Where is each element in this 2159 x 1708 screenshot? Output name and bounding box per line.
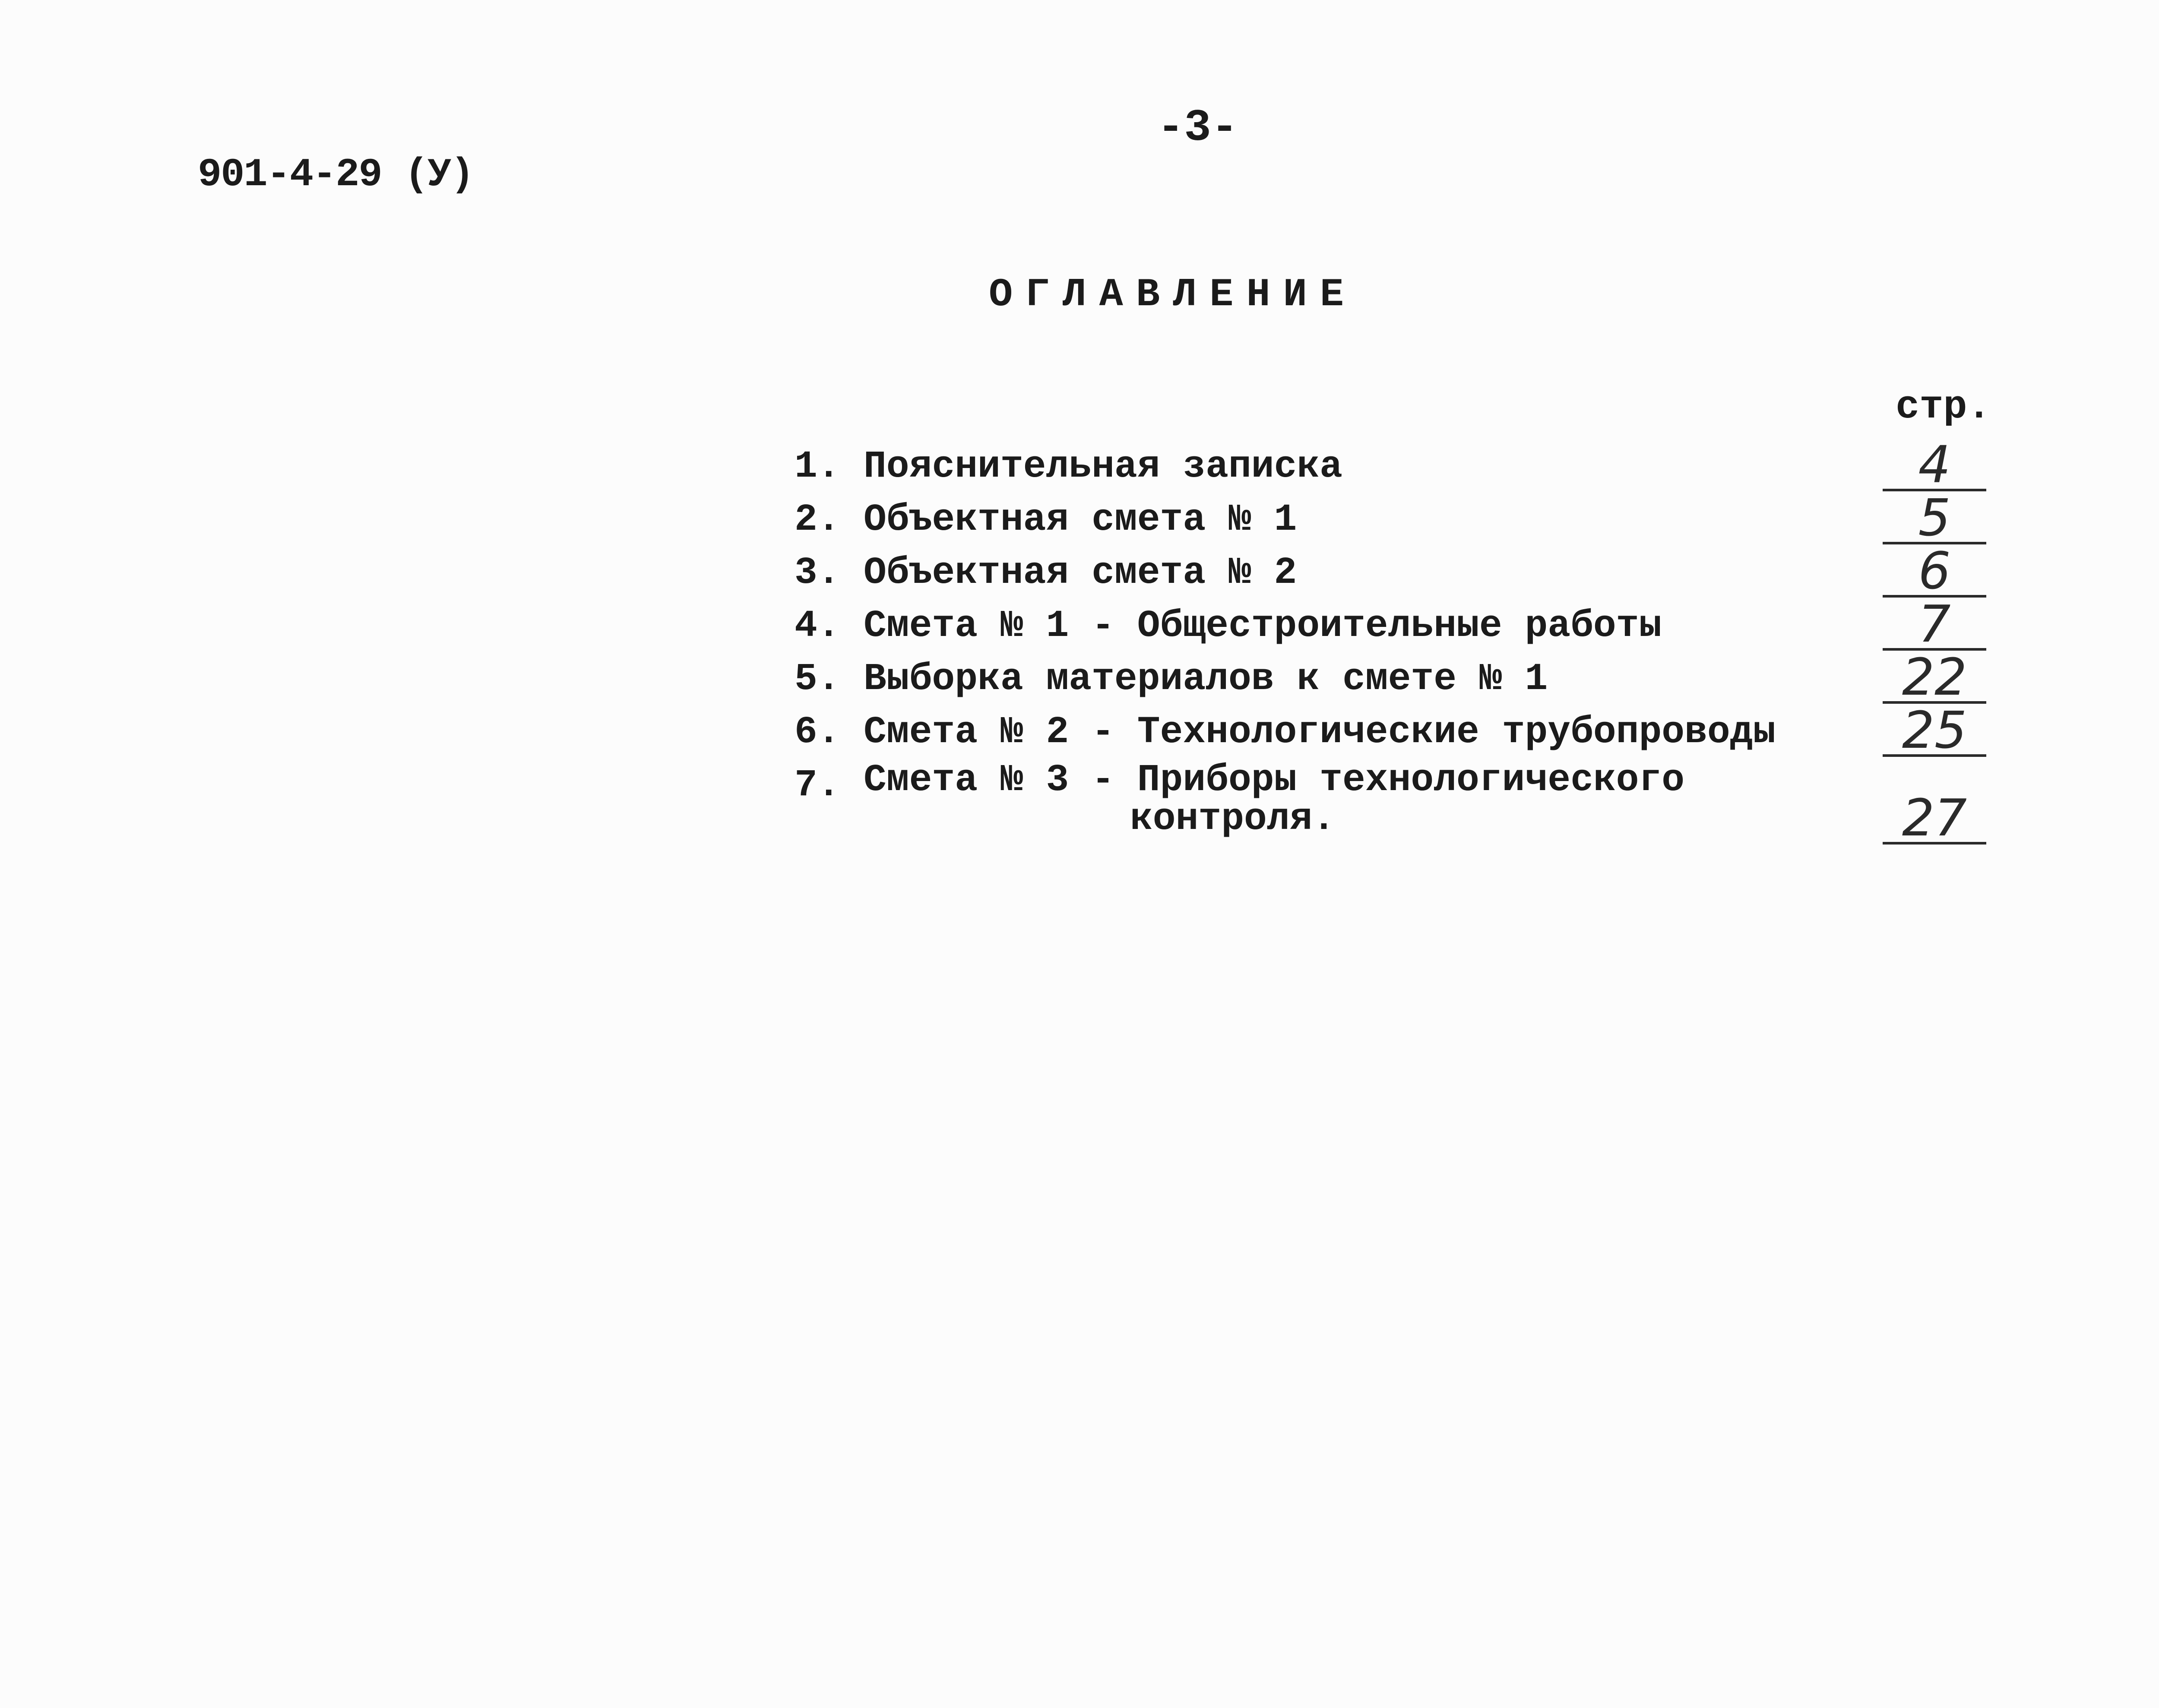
toc-item-page: 5 bbox=[1883, 493, 1986, 544]
toc-item-text: Объектная смета № 2 bbox=[864, 552, 1297, 595]
toc-item-number: 1. bbox=[795, 446, 840, 488]
toc-item-text: Пояснительная записка bbox=[864, 446, 1342, 488]
page-number: -3- bbox=[1157, 103, 1238, 154]
toc-item bbox=[795, 488, 2004, 547]
toc-item-number: 3. bbox=[795, 552, 840, 595]
toc-item-text: Объектная смета № 1 bbox=[864, 499, 1297, 541]
toc-item-text: Смета № 3 - Приборы технологического bbox=[864, 759, 1685, 802]
toc-item bbox=[795, 435, 2004, 494]
toc-item-page: 22 bbox=[1883, 653, 1986, 704]
toc-item-page: 4 bbox=[1883, 440, 1986, 491]
toc-item bbox=[795, 759, 2004, 858]
toc-item-number: 7. bbox=[795, 764, 840, 807]
toc-title: ОГЛАВЛЕНИЕ bbox=[989, 272, 1357, 317]
toc-item bbox=[795, 541, 2004, 601]
toc-list bbox=[795, 435, 2004, 858]
toc-item bbox=[795, 700, 2004, 760]
toc-item-text-block bbox=[864, 759, 1685, 841]
toc-item-text: Смета № 2 - Технологические трубопроводы bbox=[864, 711, 1776, 754]
toc-item-text: Выборка материалов к смете № 1 bbox=[864, 658, 1548, 701]
toc-item-number: 5. bbox=[795, 658, 840, 701]
toc-item-number: 2. bbox=[795, 499, 840, 541]
toc-item-page: 27 bbox=[1883, 794, 1986, 845]
toc-item-page: 25 bbox=[1883, 706, 1986, 757]
toc-item bbox=[795, 647, 2004, 707]
toc-item-text: Смета № 1 - Общестроительные работы bbox=[864, 605, 1662, 648]
toc-item-number: 4. bbox=[795, 605, 840, 648]
document-code: 901-4-29 (У) bbox=[198, 152, 474, 197]
toc-item-page: 7 bbox=[1883, 600, 1986, 651]
toc-item-page: 6 bbox=[1883, 547, 1986, 598]
toc-item-number: 6. bbox=[795, 711, 840, 754]
toc-item-text-continuation: контроля. bbox=[1130, 798, 1336, 841]
toc-item bbox=[795, 594, 2004, 654]
pages-column-header: стр. bbox=[1896, 384, 1991, 430]
